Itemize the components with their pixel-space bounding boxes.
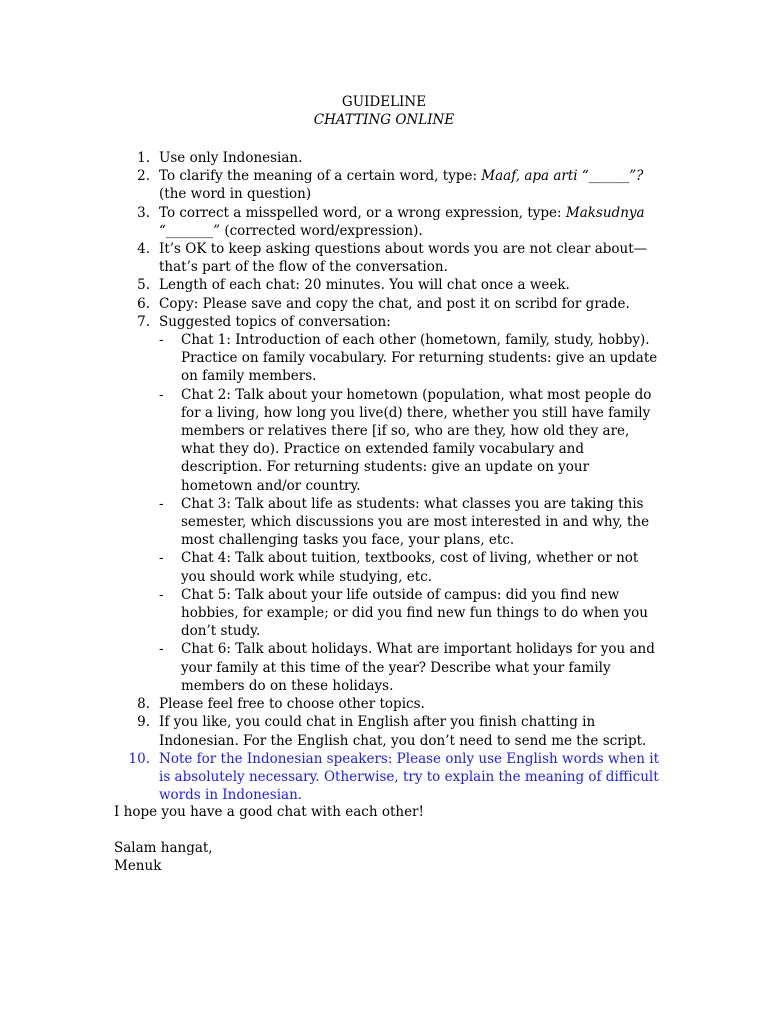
dash-bullet: - (159, 641, 164, 658)
item-text: To clarify the meaning of a certain word, type: (159, 168, 482, 185)
closing-greeting: Salam hangat, (114, 840, 213, 856)
topic-text: Chat 5: Talk about your life outside of campus: did you find new hobbies, for example; or did you find new fun things to do when you don’t study. (181, 586, 648, 640)
topic-text: Chat 2: Talk about your hometown (population, what most people do for a living, how long you live(d) there, whether you still have family members or relatives there [if so, who are they, how old they are, what they do). Practice on extended family vocabulary and description. For returning students: give an update on your hometown and/or country. (181, 386, 652, 494)
item-italic-phrase: Maksudnya “_______” (159, 204, 645, 239)
topic-item (159, 331, 660, 386)
item-number: 3. (137, 204, 150, 221)
dash-bullet: - (159, 495, 164, 512)
item-text: (corrected word/expression). (220, 222, 423, 239)
item-number: 7. (137, 313, 150, 330)
item-text: Length of each chat: 20 minutes. You will chat once a week. (159, 277, 570, 294)
item-text: Suggested topics of conversation: (159, 313, 391, 330)
topic-list (159, 331, 660, 695)
item-number: 6. (137, 295, 150, 312)
list-item (130, 167, 660, 203)
dash-bullet: - (159, 586, 164, 603)
guideline-list (130, 149, 660, 804)
item-text: If you like, you could chat in English after you finish chatting in Indonesian. For the English chat, you don’t need to send me the script. (159, 714, 647, 749)
signature: Menuk (114, 858, 162, 874)
dash-bullet: - (159, 386, 164, 403)
topic-text: Chat 3: Talk about life as students: what classes you are taking this semester, which discussions you are most interested in and why, the most challenging tasks you face, your plans, etc. (181, 495, 650, 549)
topic-text: Chat 6: Talk about holidays. What are important holidays for you and your family at this time of the year? Describe what your family members do on these holidays. (181, 641, 655, 694)
item-text: Please feel free to choose other topics. (159, 696, 425, 713)
item-number: 4. (137, 241, 150, 258)
list-item (130, 713, 660, 749)
item-text: (the word in question) (159, 186, 312, 203)
topic-item (159, 386, 660, 495)
topic-text: Chat 4: Talk about tuition, textbooks, cost of living, whether or not you should work while studying, etc. (181, 550, 639, 585)
item-number: 5. (137, 277, 150, 294)
topic-item (159, 549, 660, 585)
item-text: Copy: Please save and copy the chat, and post it on scribd for grade. (159, 295, 630, 312)
item-text: Note for the Indonesian speakers: Please only use English words when it is absolutely necessary. Otherwise, try to explain the meaning of difficult words in Indonesian. (159, 750, 659, 804)
item-number: 9. (137, 714, 150, 731)
topic-text: Chat 1: Introduction of each other (hometown, family, study, hobby). Practice on family vocabulary. For returning students: give an update on family members. (181, 332, 658, 385)
topic-item (159, 586, 660, 641)
item-italic-phrase: Maaf, apa arti “______”? (481, 168, 644, 185)
list-item (130, 149, 660, 167)
list-item-note (130, 750, 660, 805)
list-item (130, 204, 660, 240)
list-item (130, 695, 660, 713)
item-text: Use only Indonesian. (159, 150, 303, 166)
topic-item (159, 640, 660, 695)
dash-bullet: - (159, 550, 164, 567)
item-number: 2. (137, 168, 150, 185)
list-item (130, 295, 660, 313)
dash-bullet: - (159, 332, 164, 349)
item-number: 1. (137, 150, 150, 166)
document-title: GUIDELINE (341, 94, 427, 110)
list-item (130, 276, 660, 294)
list-item (130, 240, 660, 276)
item-number: 10. (128, 750, 150, 767)
list-item (130, 313, 660, 695)
closing-wish: I hope you have a good chat with each other! (114, 804, 424, 820)
document-subtitle: CHATTING ONLINE (313, 112, 455, 128)
item-number: 8. (137, 696, 150, 713)
item-text: It’s OK to keep asking questions about words you are not clear about—that’s part of the flow of the conversation. (159, 241, 648, 276)
topic-item (159, 495, 660, 550)
item-text: To correct a misspelled word, or a wrong expression, type: (159, 204, 566, 221)
